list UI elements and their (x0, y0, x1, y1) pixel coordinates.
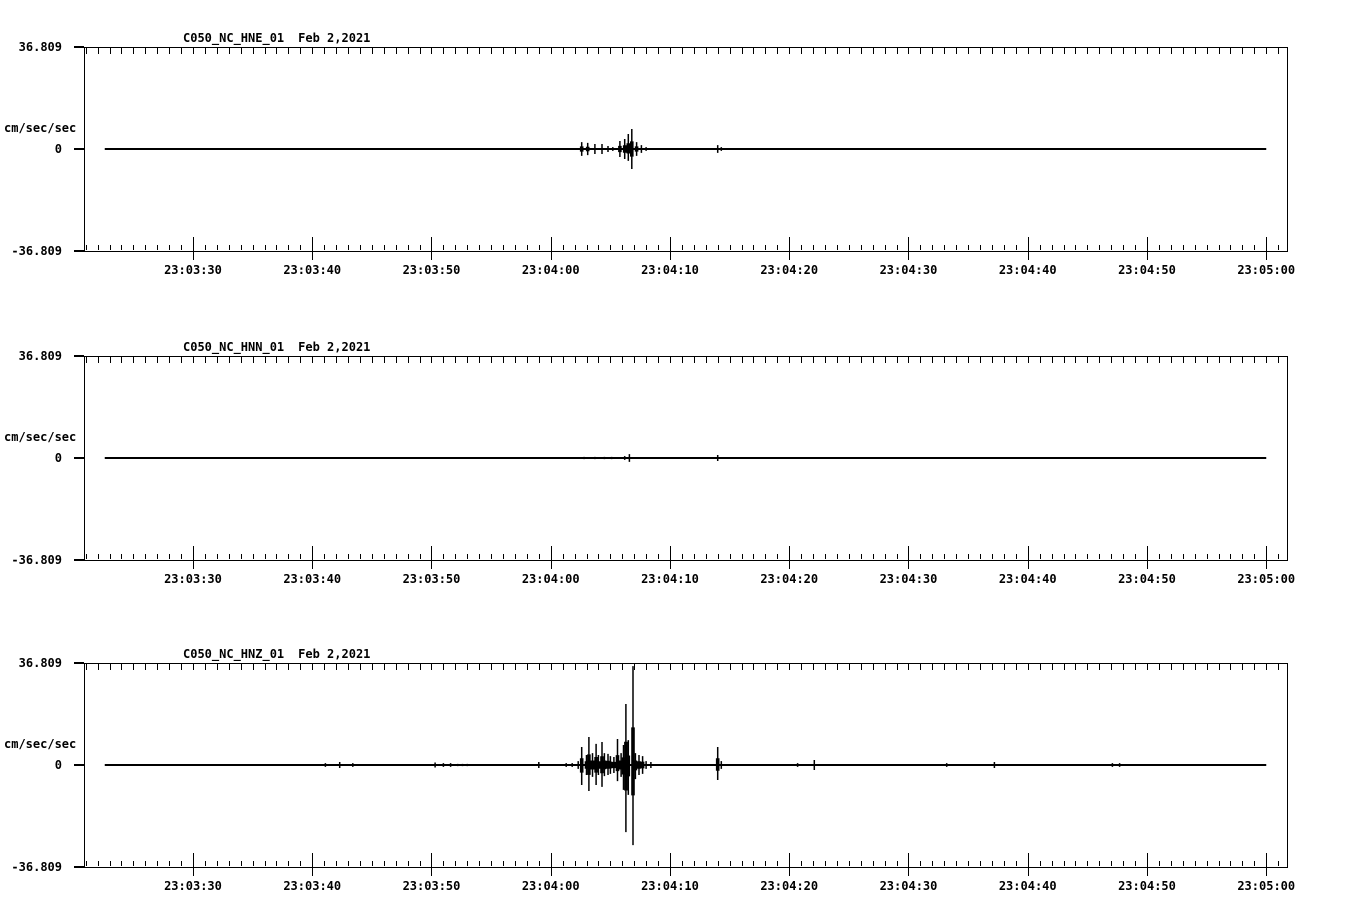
x-tick-label: 23:04:10 (641, 572, 699, 586)
x-tick-label: 23:03:40 (283, 879, 342, 893)
x-tick-label: 23:05:00 (1237, 572, 1296, 586)
y-axis-min-label: -36.809 (11, 553, 62, 567)
y-axis-zero-label: 0 (54, 142, 62, 156)
x-tick-label: 23:03:40 (283, 263, 342, 277)
x-tick-label: 23:04:30 (879, 879, 938, 893)
y-axis-max-label: 36.809 (18, 349, 62, 363)
x-tick-label: 23:04:30 (879, 572, 938, 586)
x-tick-label: 23:04:00 (521, 879, 580, 893)
x-tick-label: 23:04:40 (998, 263, 1057, 277)
x-tick-label: 23:04:50 (1118, 572, 1176, 586)
panel-title (183, 31, 370, 45)
panel-title (183, 647, 370, 661)
x-tick-label: 23:04:40 (998, 879, 1057, 893)
x-tick-label: 23:03:30 (164, 263, 222, 277)
y-axis-max-label: 36.809 (18, 656, 62, 670)
x-tick-label: 23:04:20 (760, 572, 819, 586)
x-tick-label: 23:04:20 (760, 263, 819, 277)
x-tick-label: 23:03:30 (164, 572, 222, 586)
y-axis-zero-label: 0 (54, 451, 62, 465)
x-tick-label: 23:04:50 (1118, 879, 1176, 893)
x-tick-label: 23:03:50 (402, 572, 461, 586)
x-tick-label: 23:04:20 (760, 879, 819, 893)
y-axis-unit-label: cm/sec/sec (4, 121, 77, 135)
x-tick-label: 23:04:00 (521, 572, 580, 586)
record-date: Feb 2,2021 (298, 647, 371, 661)
x-tick-label: 23:04:30 (879, 263, 938, 277)
x-tick-label: 23:03:30 (164, 879, 222, 893)
x-tick-label: 23:04:10 (641, 879, 699, 893)
x-tick-label: 23:04:50 (1118, 263, 1176, 277)
y-axis-zero-label: 0 (54, 758, 62, 772)
panel-title (183, 340, 370, 354)
y-axis-unit-label: cm/sec/sec (4, 737, 77, 751)
x-tick-label: 23:04:40 (998, 572, 1057, 586)
x-tick-label: 23:04:10 (641, 263, 699, 277)
y-axis-max-label: 36.809 (18, 40, 62, 54)
station-id: C050_NC_HNE_01 (183, 31, 285, 45)
y-axis-unit-label: cm/sec/sec (4, 430, 77, 444)
y-axis-min-label: -36.809 (11, 244, 62, 258)
record-date: Feb 2,2021 (298, 340, 371, 354)
x-tick-label: 23:03:40 (283, 572, 342, 586)
station-id: C050_NC_HNZ_01 (183, 647, 285, 661)
x-tick-label: 23:05:00 (1237, 879, 1296, 893)
record-date: Feb 2,2021 (298, 31, 371, 45)
x-tick-label: 23:05:00 (1237, 263, 1296, 277)
station-id: C050_NC_HNN_01 (183, 340, 285, 354)
x-tick-label: 23:04:00 (521, 263, 580, 277)
y-axis-min-label: -36.809 (11, 860, 62, 874)
x-tick-label: 23:03:50 (402, 263, 461, 277)
x-tick-label: 23:03:50 (402, 879, 461, 893)
